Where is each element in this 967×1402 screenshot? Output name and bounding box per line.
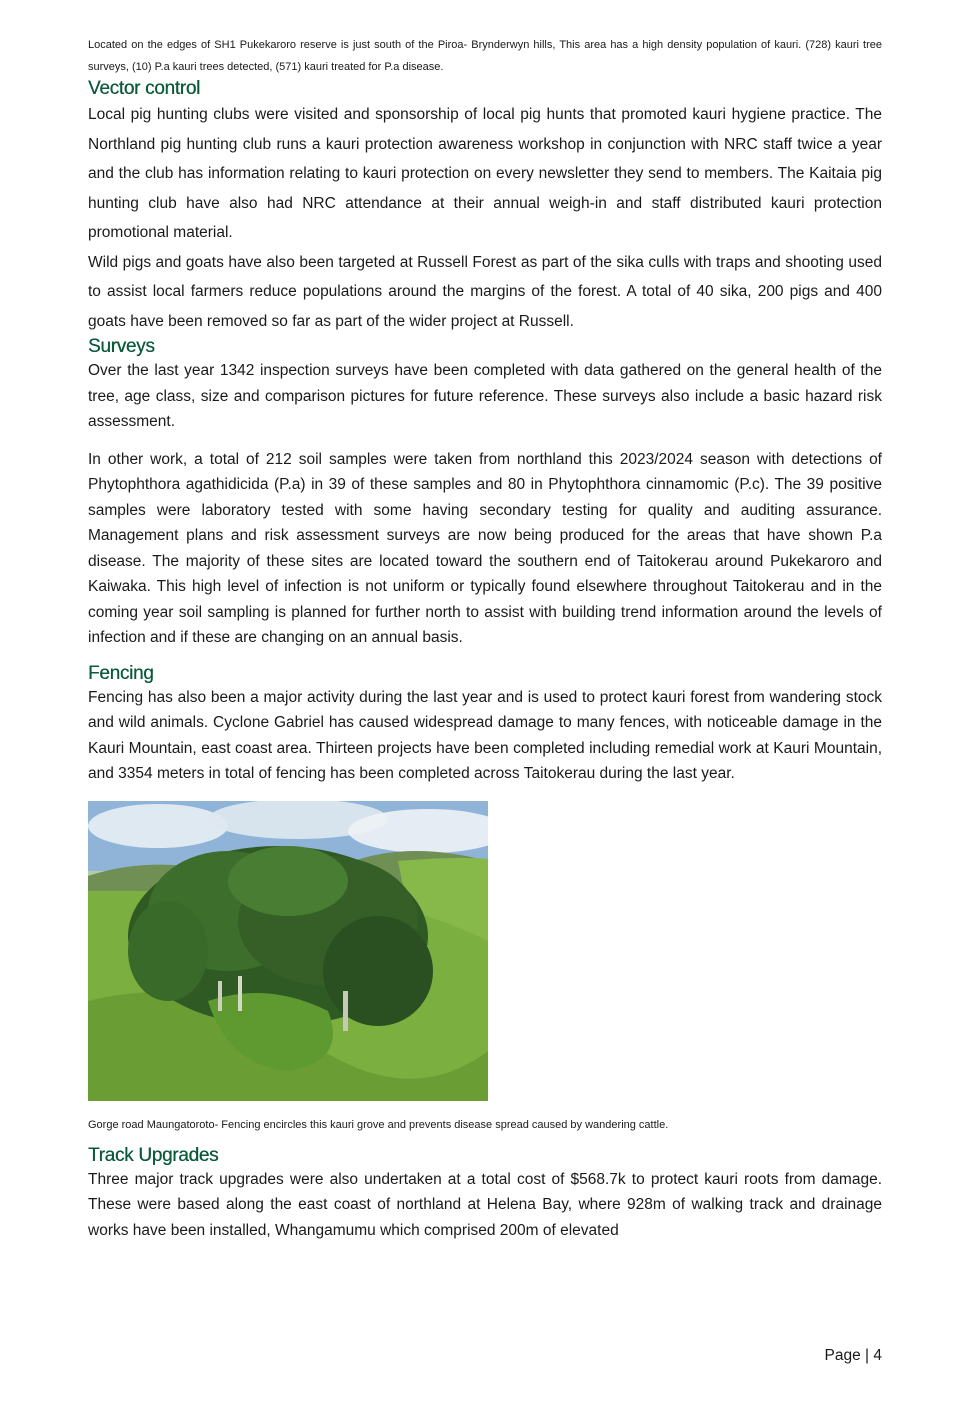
track-upgrades-paragraph: Three major track upgrades were also undertaken at a total cost of $568.7k to protect kauri roots from damage. These were based along the east coast of northland at Helena Bay, where 928m of walking track and drainage works have been installed, Whangamumu which comprised 200m of elevated: [88, 1170, 882, 1239]
surveys-paragraph-2: In other work, a total of 212 soil samples were taken from northland this 2023/2024 season with detections of Phytophthora agathidicida (P.a) in 39 of these samples and 80 in Phytophthora cinnamomic (P.c). The 39 positive samples were laboratory tested with some having secondary testing for quality and auditing assurance. Management plans and risk assessment surveys are now being produced for the areas that have shown P.a disease. The majority of these sites are located toward the southern end of Taitokerau around Pukekaroro and Kaiwaka. This high level of infection is not uniform or typically found elsewhere throughout Taitokerau and in the coming year soil sampling is planned for further north to assist with building trend information around the levels of infection and if these are changing on an annual basis.: [88, 450, 882, 646]
page-number: Page | 4: [824, 1347, 882, 1364]
surveys-paragraph-1: Over the last year 1342 inspection surveys have been completed with data gathered on the general health of the tree, age class, size and comparison pictures for future reference. These surveys also include a basic hazard risk assessment.: [88, 362, 882, 430]
fencing-paragraph: Fencing has also been a major activity during the last year and is used to protect kauri forest from wandering stock and wild animals. Cyclone Gabriel has caused widespread damage to many fences, with noticeable damage in the Kauri Mountain, east coast area. Thirteen projects have been completed including remedial work at Kauri Mountain, and 3354 meters in total of fencing has been completed across Taitokerau during the last year.: [88, 688, 882, 782]
kauri-grove-photo: [88, 801, 488, 1101]
heading-track-upgrades: Track Upgrades: [88, 1144, 219, 1166]
intro-paragraph: Located on the edges of SH1 Pukekaroro reserve is just south of the Piroa- Brynderwyn hills, This area has a high density population of kauri. (728) kauri tree surveys, (10) P.a kauri trees detected, (571) kauri treated for P.a disease.: [88, 39, 882, 73]
kauri-grove-illustration: [88, 801, 488, 1101]
photo-caption: Gorge road Maungatoroto- Fencing encircles this kauri grove and prevents disease spread caused by wandering cattle.: [88, 1118, 669, 1131]
heading-surveys: Surveys: [88, 336, 155, 357]
vector-control-paragraph-2: Wild pigs and goats have also been targeted at Russell Forest as part of the sika culls with traps and shooting used to assist local farmers reduce populations around the margins of the forest. A total of 40 sika, 200 pigs and 400 goats have been removed so far as part of the wider project at Russell.: [88, 253, 882, 330]
vector-control-paragraph-1: Local pig hunting clubs were visited and sponsorship of local pig hunts that promoted kauri hygiene practice. The Northland pig hunting club runs a kauri protection awareness workshop in conjunction with NRC staff twice a year and the club has information relating to kauri protection on every newsletter they send to members. The Kaitaia pig hunting club have also had NRC attendance at their annual weigh-in and staff distributed kauri protection promotional material.: [88, 106, 882, 241]
document-page: [88, 34, 882, 1243]
heading-fencing: Fencing: [88, 662, 154, 684]
heading-vector-control: Vector control: [88, 78, 200, 99]
